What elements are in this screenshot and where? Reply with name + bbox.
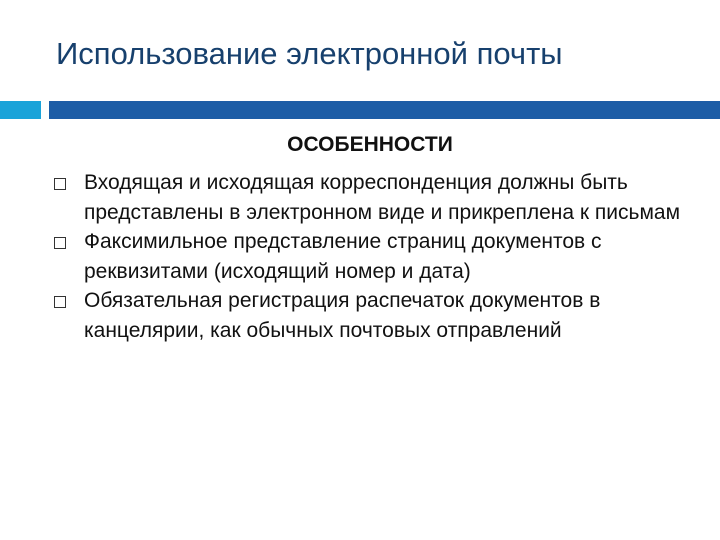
bullet-list — [54, 168, 694, 345]
bullet-text: Входящая и исходящая корреспонденция должны быть представлены в электронном виде и прикреплена к письмам — [84, 171, 681, 224]
square-bullet-icon — [54, 178, 66, 190]
slide-title: Использование электронной почты — [56, 36, 563, 71]
square-bullet-icon — [54, 296, 66, 308]
bullet-item — [54, 227, 694, 286]
bullet-item — [54, 168, 694, 227]
square-bullet-icon — [54, 237, 66, 249]
accent-bar-long — [49, 101, 720, 119]
accent-bar-short — [0, 101, 41, 119]
bullet-text: Факсимильное представление страниц документов с реквизитами (исходящий номер и дата) — [84, 230, 602, 283]
section-heading: ОСОБЕННОСТИ — [287, 133, 453, 156]
bullet-item — [54, 286, 694, 345]
bullet-text: Обязательная регистрация распечаток документов в канцелярии, как обычных почтовых отправлений — [84, 289, 601, 342]
